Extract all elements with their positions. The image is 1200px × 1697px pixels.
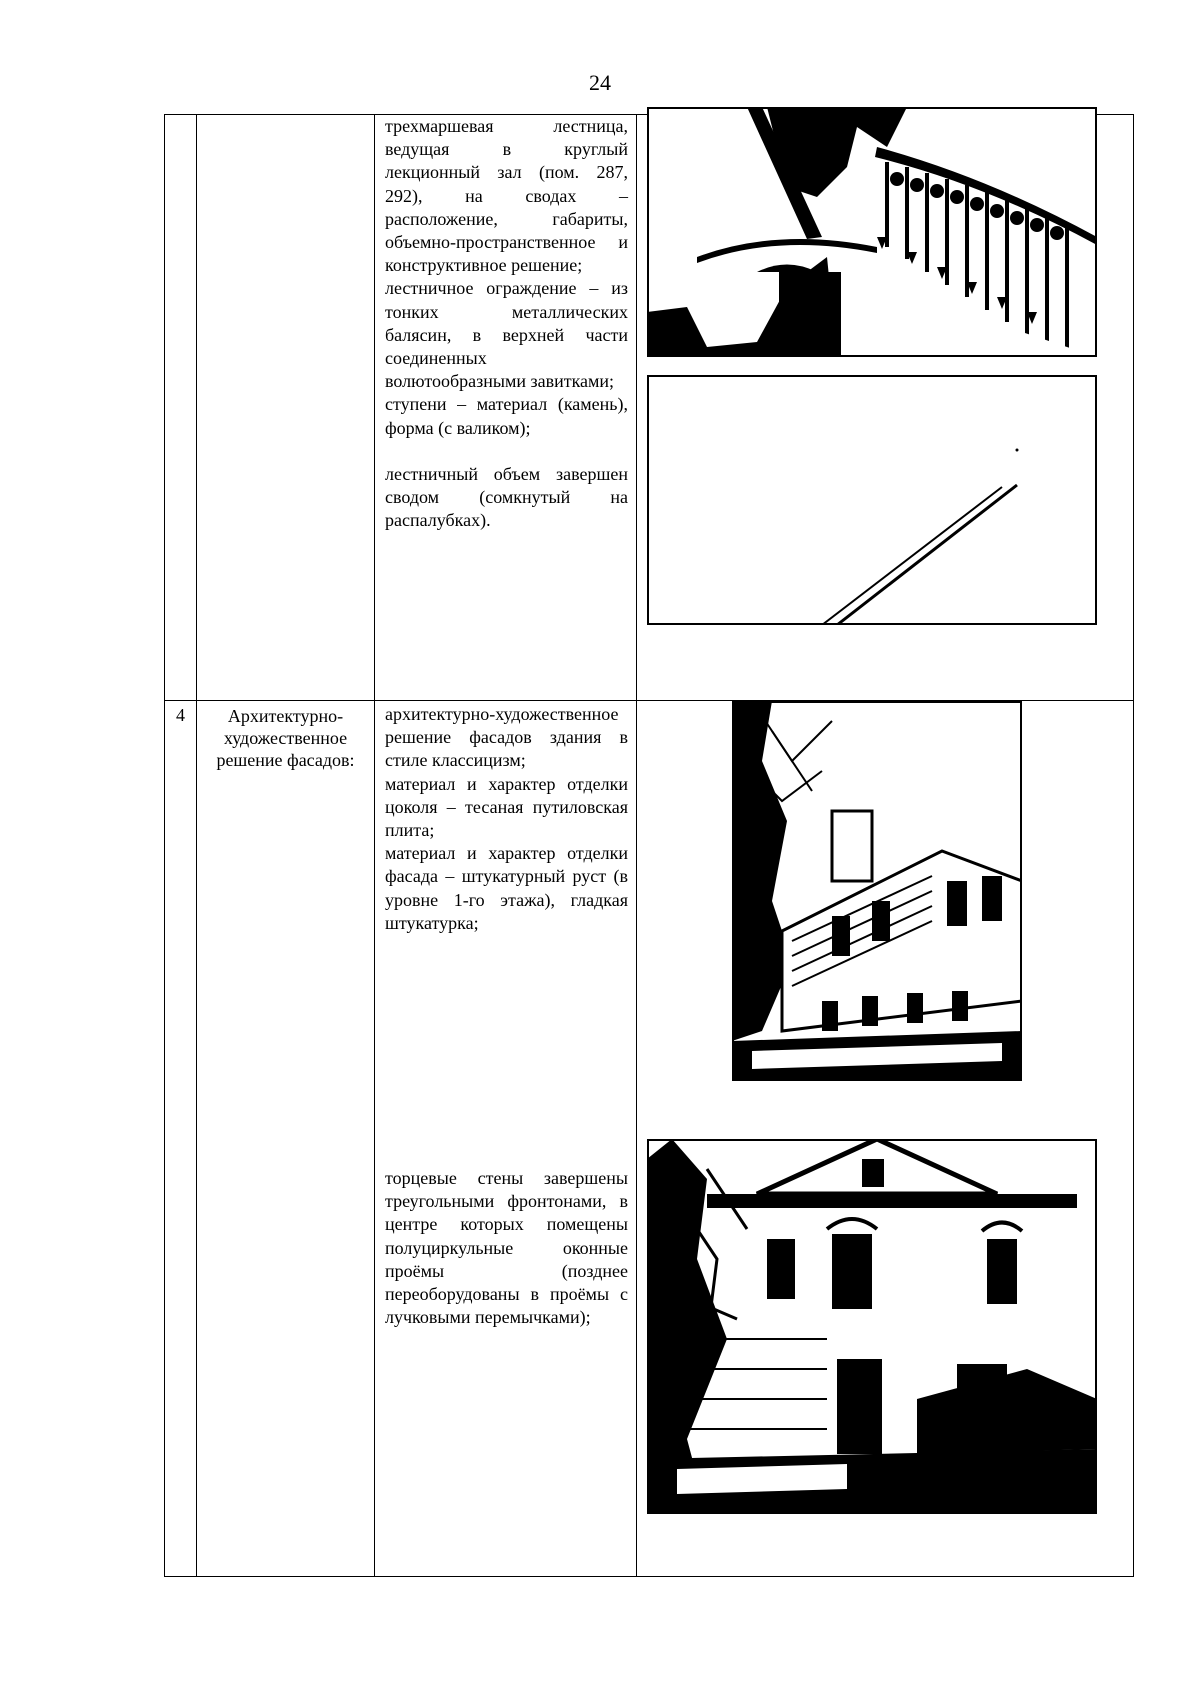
row-photo-cell [637,701,1134,1577]
table-row [165,701,1134,1577]
description-paragraph: трехмаршевая лестница, ведущая в круглый лекционный зал (пом. 287, 292), на сводах – расположение, габариты, объемно-пространственное и конструктивное решение; [385,116,628,276]
row-description-cell [375,115,637,701]
description-paragraph: материал и характер отделки цоколя – тесаная путиловская плита; [385,773,628,841]
description-paragraph: материал и характер отделки фасада – штукатурный руст (в уровне 1-го этажа), гладкая штукатурка; [385,843,628,933]
row-name-cell: Архитектурно-художественное решение фасадов: [197,701,375,1577]
page-number: 24 [589,70,611,95]
pediment-facade-photo [647,1139,1097,1514]
description-paragraph: лестничное ограждение – из тонких металлических балясин, в верхней части соединенных волютообразными завитками; [385,278,628,392]
description-paragraph: архитектурно-художественное решение фасадов здания в стиле классицизм; [385,704,628,771]
facade-photo [732,701,1022,1081]
vault-photo [647,375,1097,625]
row-description-cell [375,701,637,1577]
table-row [165,115,1134,701]
description-paragraph: ступени – материал (камень), форма (с валиком); [385,394,628,438]
row-photo-cell [637,115,1134,701]
objects-table [164,114,1134,1577]
row-name-cell [197,115,375,701]
description-paragraph: лестничный объем завершен сводом (сомкнутый на распалубках). [385,463,628,531]
row-number-cell [165,115,197,701]
row-number-cell: 4 [165,701,197,1577]
description-paragraph: торцевые стены завершены треугольными фронтонами, в центре которых помещены полуциркульные оконные проёмы (позднее переоборудованы в проёмы с лучковыми перемычками); [385,1168,628,1328]
staircase-photo [647,107,1097,357]
